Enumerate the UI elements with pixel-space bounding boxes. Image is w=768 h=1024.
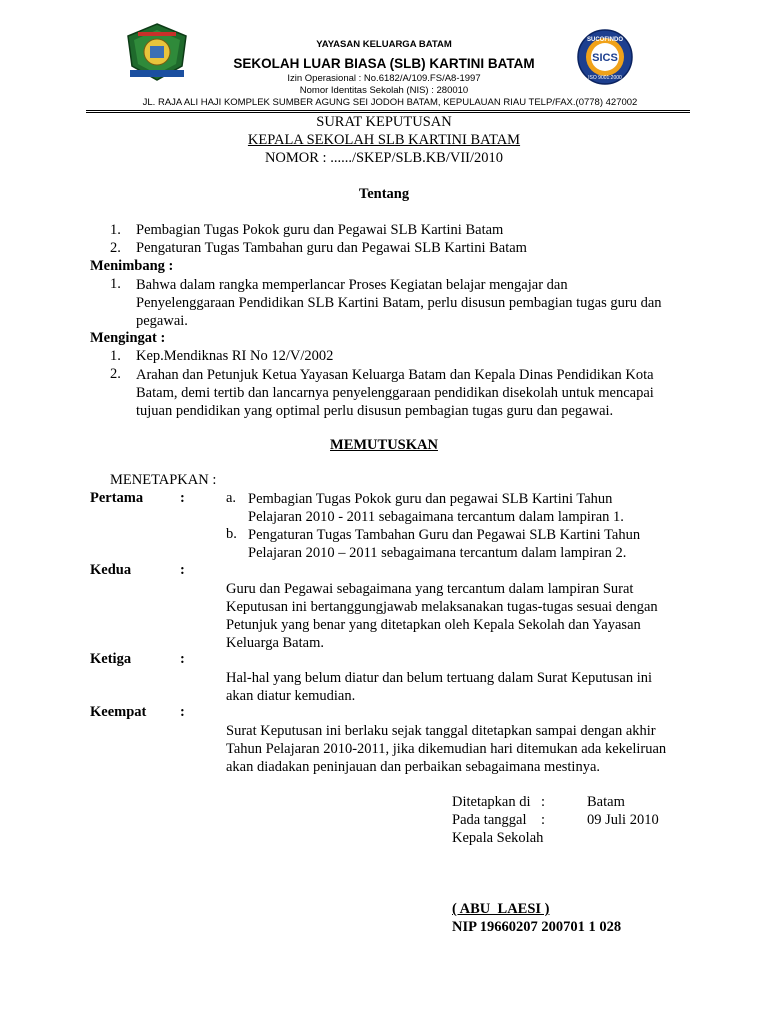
ketiga-text: Hal-hal yang belum diatur dan belum tertuang dalam Surat Keputusan ini akan diatur kemudian.: [226, 670, 653, 704]
signer-position: Kepala Sekolah: [452, 830, 544, 846]
decree-number: NOMOR : ....../SKEP/SLB.KB/VII/2010: [264, 150, 504, 166]
kedua-text: Guru dan Pegawai sebagaimana yang tercantum dalam lampiran Surat Keputusan ini bertanggungjawab melaksanakan tugas-tugas sesuai dengan Petunjuk yang benar yang ditetapkan oleh Kepala Sekolah dan Yayasan Keluarga Batam.: [226, 581, 658, 651]
pertama-label: Pertama: [90, 490, 144, 506]
tentang-num-1: 1.: [110, 222, 121, 238]
mengingat-heading: Mengingat :: [90, 330, 166, 346]
pertama-a-text: Pembagian Tugas Pokok guru dan pegawai SLB Kartini Tahun Pelajaran 2010 - 2011 sebagaimana tercantum dalam lampiran 1.: [248, 491, 624, 525]
menimbang-text: Bahwa dalam rangka memperlancar Proses Kegiatan belajar mengajar dan Penyelenggaraan Pendidikan SLB Kartini Batam, perlu disusun pembagian tugas guru dan pegawai.: [136, 277, 662, 329]
place-label: Ditetapkan di: [452, 794, 531, 810]
tentang-num-2: 2.: [110, 240, 121, 256]
signer-name: ( ABU LAESI ): [452, 901, 550, 917]
pertama-b-marker: b.: [226, 526, 237, 542]
place-value: Batam: [587, 794, 625, 810]
letterhead-divider: [86, 110, 690, 113]
date-value: 09 Juli 2010: [587, 812, 659, 828]
pertama-a-marker: a.: [226, 490, 237, 506]
mengingat-num-1: 1.: [110, 348, 121, 364]
school-nis: Nomor Identitas Sekolah (NIS) : 280010: [299, 85, 469, 96]
ketiga-colon: :: [180, 651, 185, 667]
operational-permit: Izin Operasional : No.6182/A/109.FS/A8-1997: [287, 73, 481, 84]
mengingat-item-1: Kep.Mendiknas RI No 12/V/2002: [136, 348, 334, 364]
menimbang-heading: Menimbang :: [90, 258, 174, 274]
cert-bottom-text: ISO 9001:2000: [588, 75, 622, 81]
memutuskan-heading: MEMUTUSKAN: [330, 437, 438, 453]
date-label: Pada tanggal: [452, 812, 527, 828]
place-colon: :: [541, 794, 546, 810]
tentang-item-1: Pembagian Tugas Pokok guru dan Pegawai SLB Kartini Batam: [136, 222, 504, 238]
school-address: JL. RAJA ALI HAJI KOMPLEK SUMBER AGUNG SEI JODOH BATAM, KEPULAUAN RIAU TELP/FAX.(0778) 427002: [142, 97, 638, 108]
ketiga-label: Ketiga: [90, 651, 132, 667]
certification-seal: [576, 28, 634, 86]
foundation-name: YAYASAN KELUARGA BATAM: [316, 39, 452, 50]
keempat-label: Keempat: [90, 704, 147, 720]
signer-nip: NIP 19660207 200701 1 028: [452, 919, 622, 935]
decree-title: SURAT KEPUTUSAN: [316, 114, 452, 130]
menimbang-num: 1.: [110, 276, 121, 292]
school-name: SEKOLAH LUAR BIASA (SLB) KARTINI BATAM: [233, 56, 535, 71]
keempat-colon: :: [180, 704, 185, 720]
mengingat-item-2: Arahan dan Petunjuk Ketua Yayasan Keluarga Batam dan Kepala Dinas Pendidikan Kota Batam, demi tertib dan lancarnya penyelenggaraan pendidikan disekolah untuk mencapai tujuan pendidikan yang optimal perlu disusun pembagian tugas guru dan pegawai.: [136, 367, 654, 419]
tentang-item-2: Pengaturan Tugas Tambahan guru dan Pegawai SLB Kartini Batam: [136, 240, 527, 256]
cert-top-text: SUCOFINDO: [587, 37, 623, 43]
date-colon: :: [541, 812, 546, 828]
pertama-b-text: Pengaturan Tugas Tambahan Guru dan Pegawai SLB Kartini Tahun Pelajaran 2010 – 2011 sebagaimana tercantum dalam lampiran 2.: [248, 527, 641, 561]
kedua-label: Kedua: [90, 562, 132, 578]
cert-mid-text: SICS: [592, 52, 618, 64]
pertama-colon: :: [180, 490, 185, 506]
mengingat-num-2: 2.: [110, 366, 121, 382]
menetapkan-label: MENETAPKAN :: [110, 472, 217, 488]
tentang-heading: Tentang: [358, 186, 410, 202]
decree-issuer: KEPALA SEKOLAH SLB KARTINI BATAM: [247, 132, 521, 148]
keempat-text: Surat Keputusan ini berlaku sejak tanggal ditetapkan sampai dengan akhir Tahun Pelajaran 2010-2011, jika dikemudian hari ditemukan ada kekeliruan akan diadakan peninjauan dan perbaikan sebagaimana mestinya.: [226, 723, 667, 775]
kedua-colon: :: [180, 562, 185, 578]
